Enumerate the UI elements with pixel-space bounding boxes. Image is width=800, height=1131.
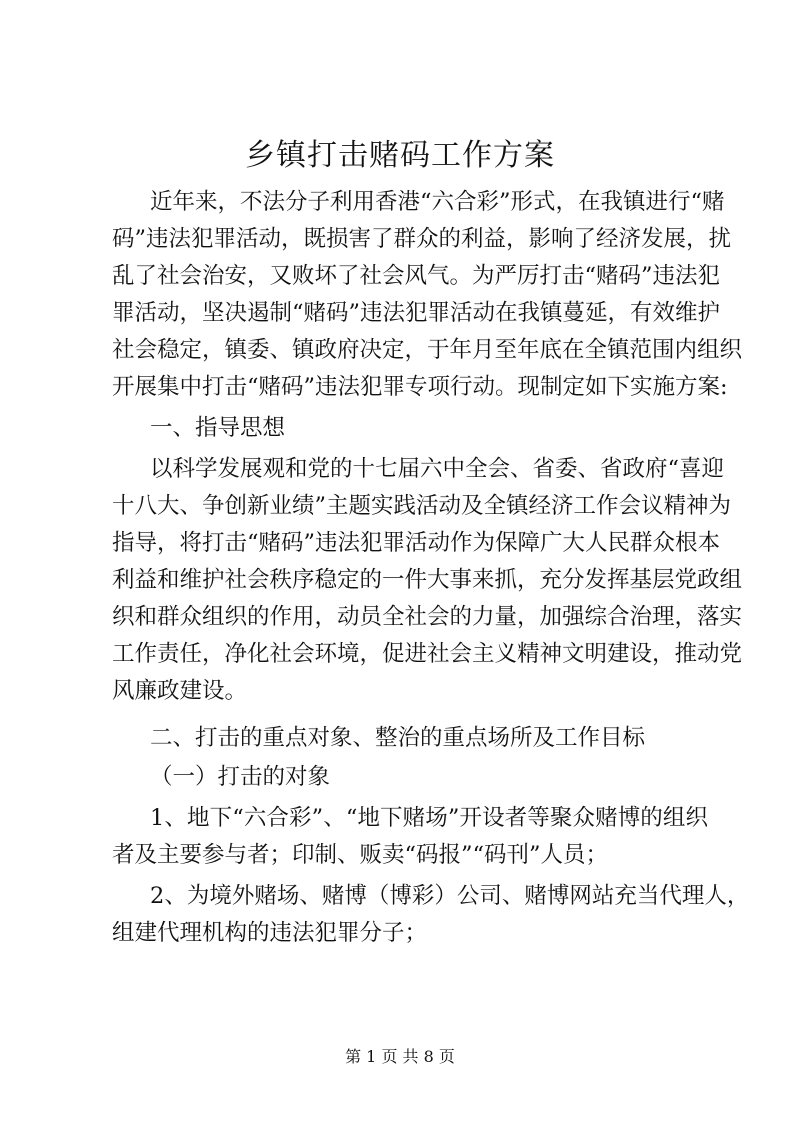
paragraph-line: 指导，将打击“赌码”违法犯罪活动作为保障广大人民群众根本 [112,530,721,556]
section-heading: 二、打击的重点对象、整治的重点场所及工作目标 [150,725,646,751]
paragraph-line: 近年来，不法分子利用香港“六合彩”形式，在我镇进行“赌 [150,189,725,215]
list-item-line: 者及主要参与者；印制、贩卖“码报”“码刊”人员； [112,842,609,868]
paragraph-line: 以科学发展观和党的十七届六中全会、省委、省政府“喜迎 [150,456,725,482]
paragraph-line: 十八大、争创新业绩”主题实践活动及全镇经济工作会议精神为 [112,493,732,519]
section-heading: 一、指导思想 [150,415,286,441]
paragraph-line: 开展集中打击“赌码”违法犯罪专项行动。现制定如下实施方案: [112,374,728,400]
paragraph-line: 织和群众组织的作用，动员全社会的力量，加强综合治理，落实 [112,604,743,630]
page-number-footer: 第 1 页 共 8 页 [345,1047,455,1066]
paragraph-line: 码”违法犯罪活动，既损害了群众的利益，影响了经济发展，扰 [112,226,732,252]
list-item-line: 2、为境外赌场、赌博（博彩）公司、赌博网站充当代理人， [150,883,750,909]
subsection-heading: （一）打击的对象 [150,764,331,790]
paragraph-line: 乱了社会治安，又败坏了社会风气。为严厉打击“赌码”违法犯 [112,263,721,289]
paragraph-line: 工作责任，净化社会环境，促进社会主义精神文明建设，推动党 [112,641,743,667]
list-item-line: 1、地下“六合彩”、“地下赌场”开设者等聚众赌博的组织 [150,805,708,831]
paragraph-line: 利益和维护社会秩序稳定的一件大事来抓，充分发挥基层党政组 [112,567,743,593]
paragraph-line: 社会稳定，镇委、镇政府决定，于年月至年底在全镇范围内组织 [112,337,743,363]
paragraph-line: 罪活动，坚决遏制“赌码”违法犯罪活动在我镇蔓延，有效维护 [112,300,721,326]
list-item-line: 组建代理机构的违法犯罪分子； [112,920,428,946]
document-title: 乡镇打击赌码工作方案 [245,138,555,173]
paragraph-line: 风廉政建设。 [112,678,248,704]
